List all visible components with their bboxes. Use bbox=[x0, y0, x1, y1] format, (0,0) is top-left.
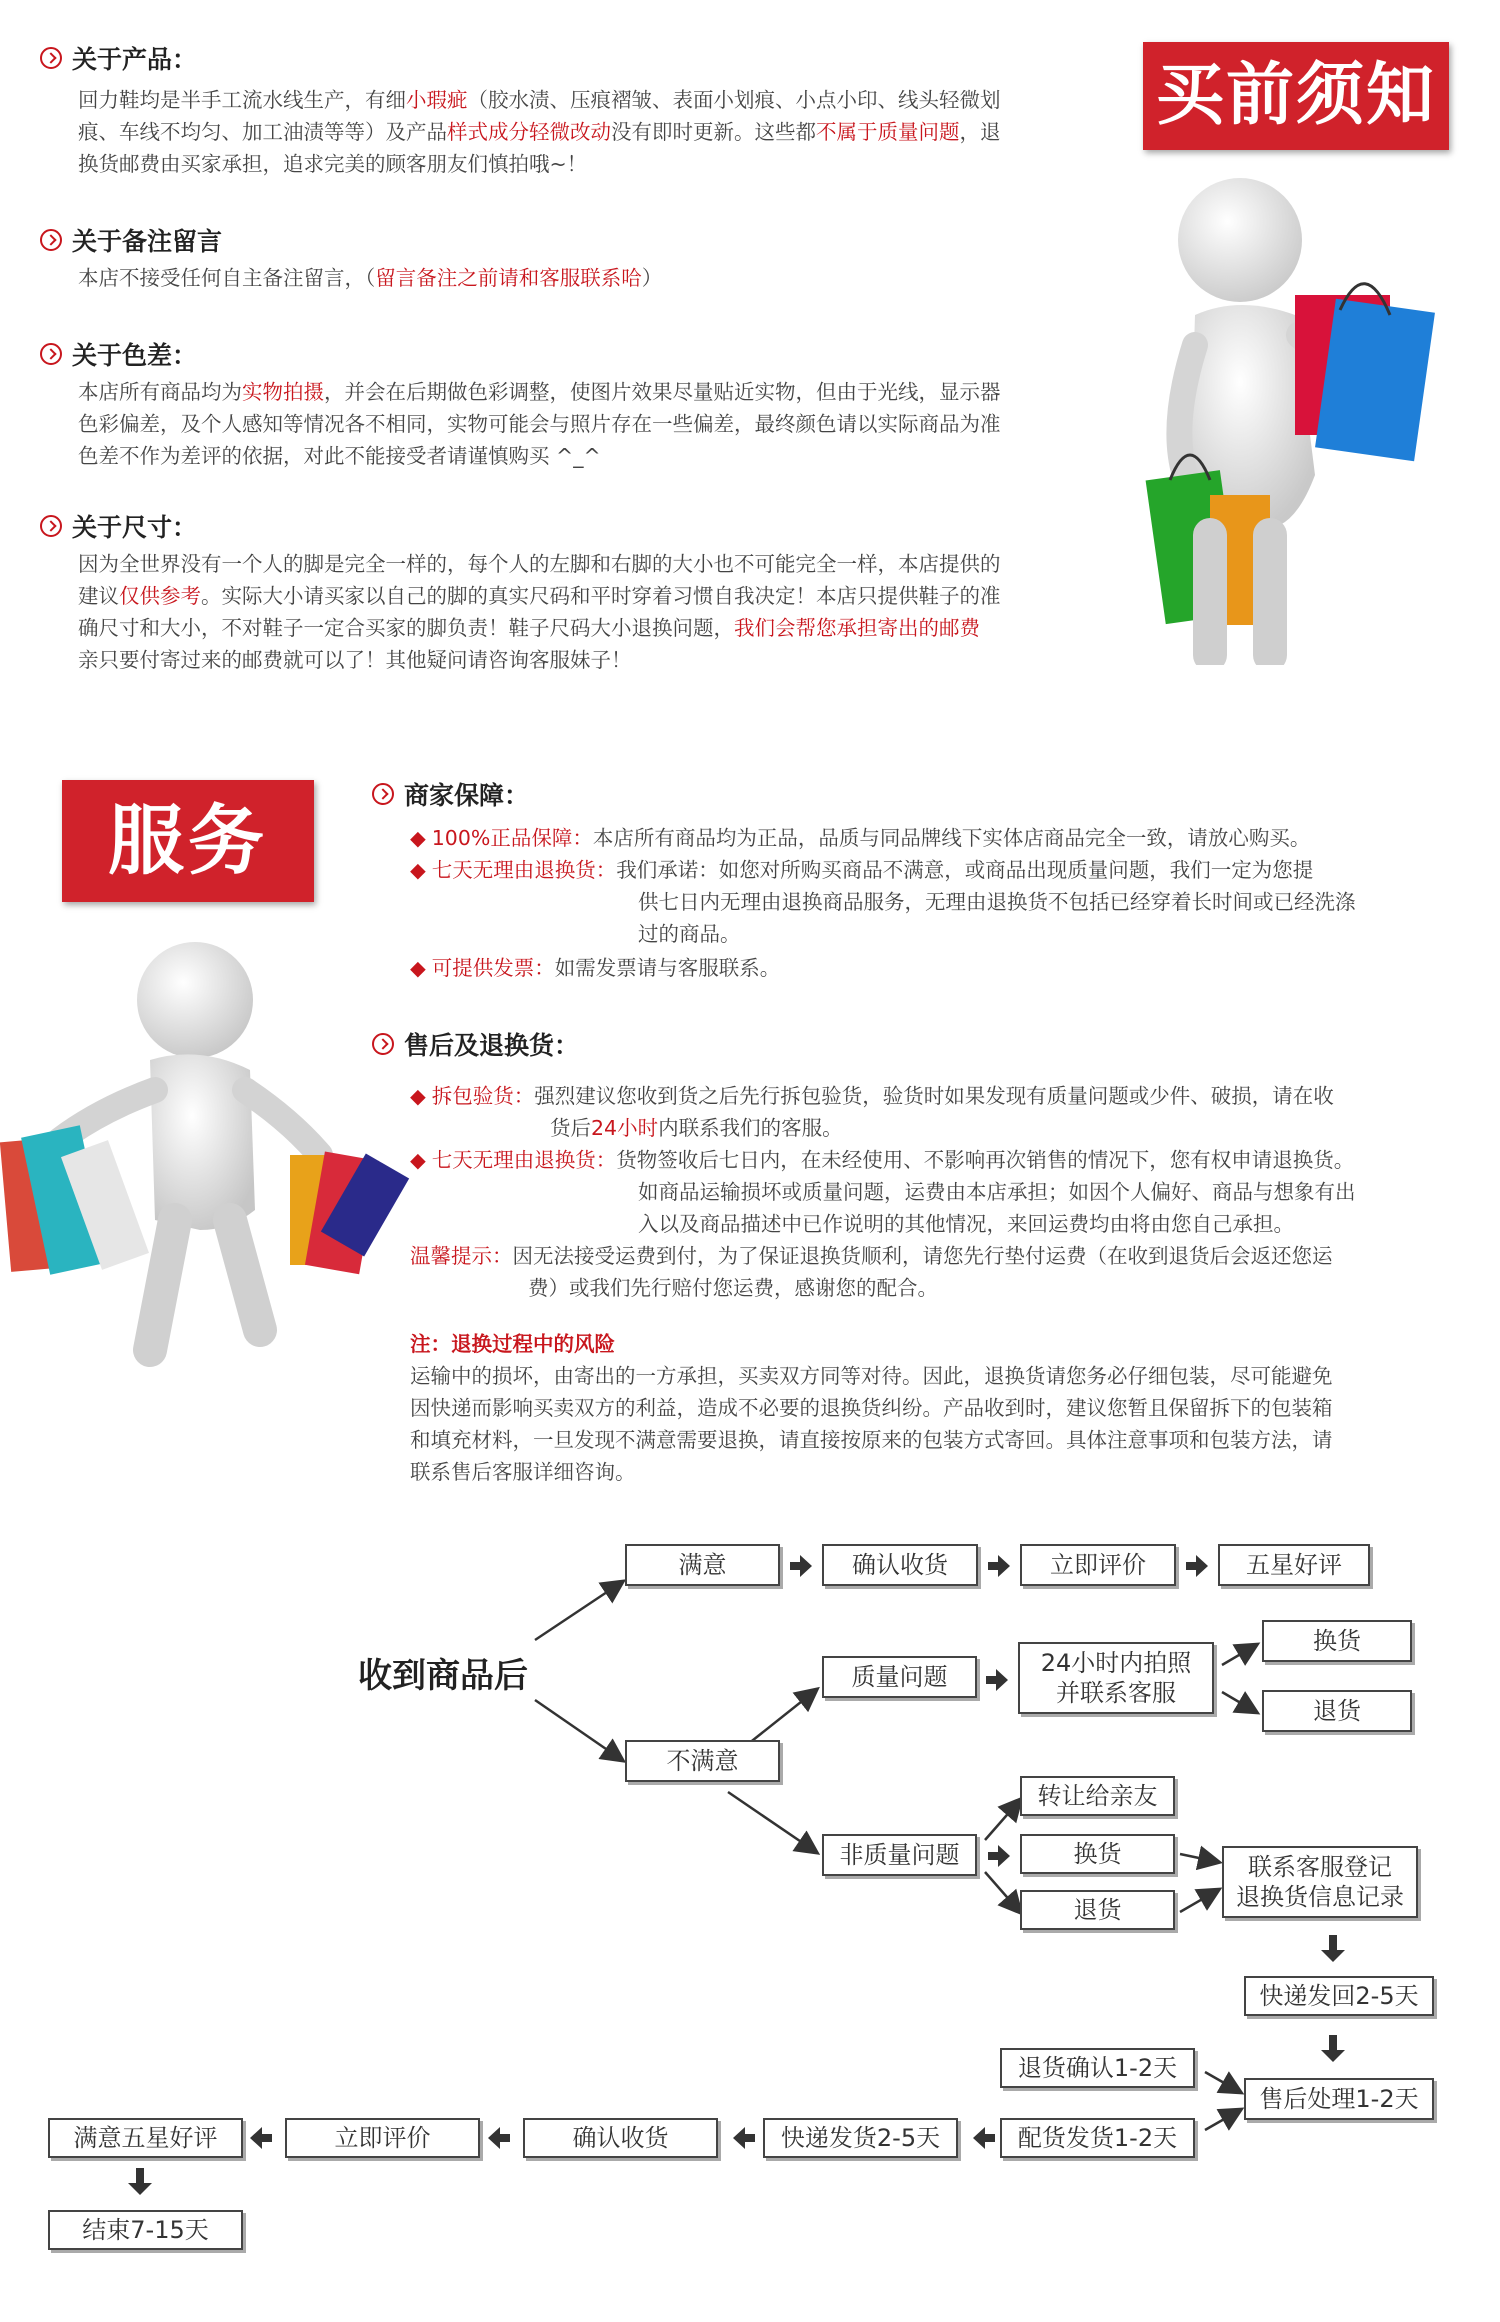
text: 亲只要付寄过来的邮费就可以了！其他疑问请咨询客服妹子！ bbox=[78, 648, 632, 672]
flow-exchange2-box: 换货 bbox=[1020, 1834, 1175, 1874]
text: 没有即时更新。这些都 bbox=[611, 120, 816, 144]
item-label: 100%正品保障： bbox=[431, 826, 593, 850]
guarantee-heading-text: 商家保障： bbox=[404, 781, 530, 810]
flow-confirm-receipt-box: 确认收货 bbox=[822, 1544, 978, 1586]
flow-confirm-receipt2-box: 确认收货 bbox=[523, 2118, 718, 2158]
text: 痕、车线不均匀、加工油渍等等）及产品 bbox=[78, 120, 447, 144]
flow-register-text: 联系客服登记 退换货信息记录 bbox=[1236, 1853, 1404, 1911]
tip-text: 费）或我们先行赔付您运费，感谢您的配合。 bbox=[528, 1276, 938, 1300]
text: ） bbox=[641, 266, 663, 290]
risk-line-3: 和填充材料，一旦发现不满意需要退换，请直接按原来的包装方式寄回。具体注意事项和包装方法，请 bbox=[410, 1428, 1333, 1452]
text: 确尺寸和大小，不对鞋子一定合买家的脚负责！鞋子尺码大小退换问题， bbox=[78, 616, 734, 640]
flow-return-confirm-box: 退货确认1-2天 bbox=[1000, 2048, 1195, 2088]
flow-ship-box: 快递发货2-5天 bbox=[763, 2118, 958, 2158]
text: ，并会在后期做色彩调整，使图片效果尽量贴近实物，但由于光线，显示器 bbox=[324, 380, 1001, 404]
text: 因为全世界没有一个人的脚是完全一样的，每个人的左脚和右脚的大小也不可能完全一样，本店提供的 bbox=[78, 552, 1001, 576]
flow-ship-back-box: 快递发回2-5天 bbox=[1244, 1976, 1434, 2016]
item-text: 入以及商品描述中已作说明的其他情况，来回运费均由将由您自己承担。 bbox=[638, 1212, 1294, 1236]
flow-five-star2-box: 满意五星好评 bbox=[48, 2118, 243, 2158]
text-highlight: 24小时 bbox=[591, 1116, 659, 1140]
text-highlight: 实物拍摄 bbox=[242, 380, 324, 404]
text-highlight: 留言备注之前请和客服联系哈 bbox=[375, 266, 642, 290]
text: 内联系我们的客服。 bbox=[658, 1116, 843, 1140]
text: 货后 bbox=[550, 1116, 591, 1140]
text: 建议 bbox=[78, 584, 119, 608]
flow-exchange-box: 换货 bbox=[1262, 1620, 1412, 1662]
text: ，退 bbox=[959, 120, 1001, 144]
risk-line-4: 联系售后客服详细咨询。 bbox=[410, 1460, 636, 1484]
bullet-diamond-icon: ◆ bbox=[410, 858, 426, 882]
product-heading-text: 关于产品： bbox=[72, 45, 198, 74]
color-heading-text: 关于色差： bbox=[72, 341, 198, 370]
item-text: 如商品运输损坏或质量问题，运费由本店承担；如因个人偏好、商品与想象有出 bbox=[638, 1180, 1356, 1204]
text: 本店不接受任何自主备注留言，（ bbox=[78, 266, 376, 290]
flow-photo-line: 24小时内拍照 并联系客服 bbox=[1040, 1649, 1192, 1707]
flow-return2-box: 退货 bbox=[1020, 1890, 1175, 1930]
text-highlight: 仅供参考 bbox=[119, 584, 201, 608]
bullet-diamond-icon: ◆ bbox=[410, 826, 426, 850]
flow-dispatch-box: 配货发货1-2天 bbox=[1000, 2118, 1195, 2158]
text: （胶水渍、压痕褶皱、表面小划痕、小点小印、线头轻微划 bbox=[467, 88, 1001, 112]
risk-line-2: 因快递而影响买卖双方的利益，造成不必要的退换货纠纷。产品收到时，建议您暂且保留拆下的包装箱 bbox=[410, 1396, 1333, 1420]
notice-badge-text: 买前须知 bbox=[1155, 56, 1436, 135]
text: 回力鞋均是半手工流水线生产，有细 bbox=[78, 88, 406, 112]
tip-text: 因无法接受运费到付，为了保证退换货顺利，请您先行垫付运费（在收到退货后会返还您运 bbox=[512, 1244, 1333, 1268]
risk-line-1: 运输中的损坏，由寄出的一方承担，买卖双方同等对待。因此，退换货请您务必仔细包装，尽可能避免 bbox=[410, 1364, 1333, 1388]
flow-five-star-box: 五星好评 bbox=[1218, 1544, 1370, 1586]
flow-return-box: 退货 bbox=[1262, 1690, 1412, 1732]
bullet-diamond-icon: ◆ bbox=[410, 956, 426, 980]
text-highlight: 我们会帮您承担寄出的邮费 bbox=[734, 616, 980, 640]
service-badge-text: 服务 bbox=[108, 796, 268, 885]
item-label: 可提供发票： bbox=[431, 956, 555, 980]
flow-quality-issue-box: 质量问题 bbox=[822, 1656, 977, 1698]
text: 。实际大小请买家以自己的脚的真实尺码和平时穿着习惯自我决定！本店只提供鞋子的准 bbox=[201, 584, 1001, 608]
aftersale-heading-text: 售后及退换货： bbox=[404, 1031, 580, 1060]
text: 色差不作为差评的依据，对此不能接受者请谨慎购买 ^_^ bbox=[78, 444, 601, 468]
flow-non-quality-box: 非质量问题 bbox=[822, 1834, 977, 1876]
size-heading-text: 关于尺寸： bbox=[72, 513, 198, 542]
item-text: 货物签收后七日内，在未经使用、不影响再次销售的情况下，您有权申请退换货。 bbox=[616, 1148, 1355, 1172]
item-text: 我们承诺：如您对所购买商品不满意，或商品出现质量问题，我们一定为您提 bbox=[616, 858, 1314, 882]
flow-satisfied-box: 满意 bbox=[625, 1544, 780, 1586]
item-label: 拆包验货： bbox=[431, 1084, 535, 1108]
item-text: 强烈建议您收到货之后先行拆包验货，验货时如果发现有质量问题或少件、破损，请在收 bbox=[534, 1084, 1334, 1108]
flow-processing-box: 售后处理1-2天 bbox=[1244, 2078, 1434, 2120]
flow-review2-box: 立即评价 bbox=[285, 2118, 480, 2158]
flow-start-label: 收到商品后 bbox=[358, 1656, 528, 1696]
flow-register-box bbox=[1222, 1846, 1418, 1918]
flow-unsatisfied-box: 不满意 bbox=[625, 1740, 780, 1782]
item-label: 七天无理由退换货： bbox=[431, 1148, 617, 1172]
text-highlight: 不属于质量问题 bbox=[816, 120, 960, 144]
item-text: 如需发票请与客服联系。 bbox=[554, 956, 781, 980]
item-text: 供七日内无理由退换商品服务，无理由退换货不包括已经穿着长时间或已经洗涤 bbox=[638, 890, 1356, 914]
flow-end-box: 结束7-15天 bbox=[48, 2210, 243, 2250]
bullet-diamond-icon: ◆ bbox=[410, 1148, 426, 1172]
bullet-diamond-icon: ◆ bbox=[410, 1084, 426, 1108]
flow-photo-contact-box bbox=[1018, 1642, 1214, 1714]
item-text: 过的商品。 bbox=[638, 922, 741, 946]
text: 换货邮费由买家承担，追求完美的顾客朋友们慎拍哦~！ bbox=[78, 152, 588, 176]
text: 色彩偏差，及个人感知等情况各不相同，实物可能会与照片存在一些偏差，最终颜色请以实际商品为准 bbox=[78, 412, 1001, 436]
flow-review-box: 立即评价 bbox=[1020, 1544, 1176, 1586]
risk-title: 注：退换过程中的风险 bbox=[410, 1332, 615, 1356]
text-highlight: 样式成分轻微改动 bbox=[447, 120, 611, 144]
text: 本店所有商品均为 bbox=[78, 380, 242, 404]
item-label: 七天无理由退换货： bbox=[431, 858, 617, 882]
remark-heading-text: 关于备注留言 bbox=[72, 227, 223, 256]
text-highlight: 小瑕疵 bbox=[406, 88, 468, 112]
tip-label: 温馨提示： bbox=[410, 1244, 513, 1268]
item-text: 本店所有商品均为正品，品质与同品牌线下实体店商品完全一致，请放心购买。 bbox=[592, 826, 1311, 850]
flow-transfer-box: 转让给亲友 bbox=[1020, 1776, 1175, 1816]
